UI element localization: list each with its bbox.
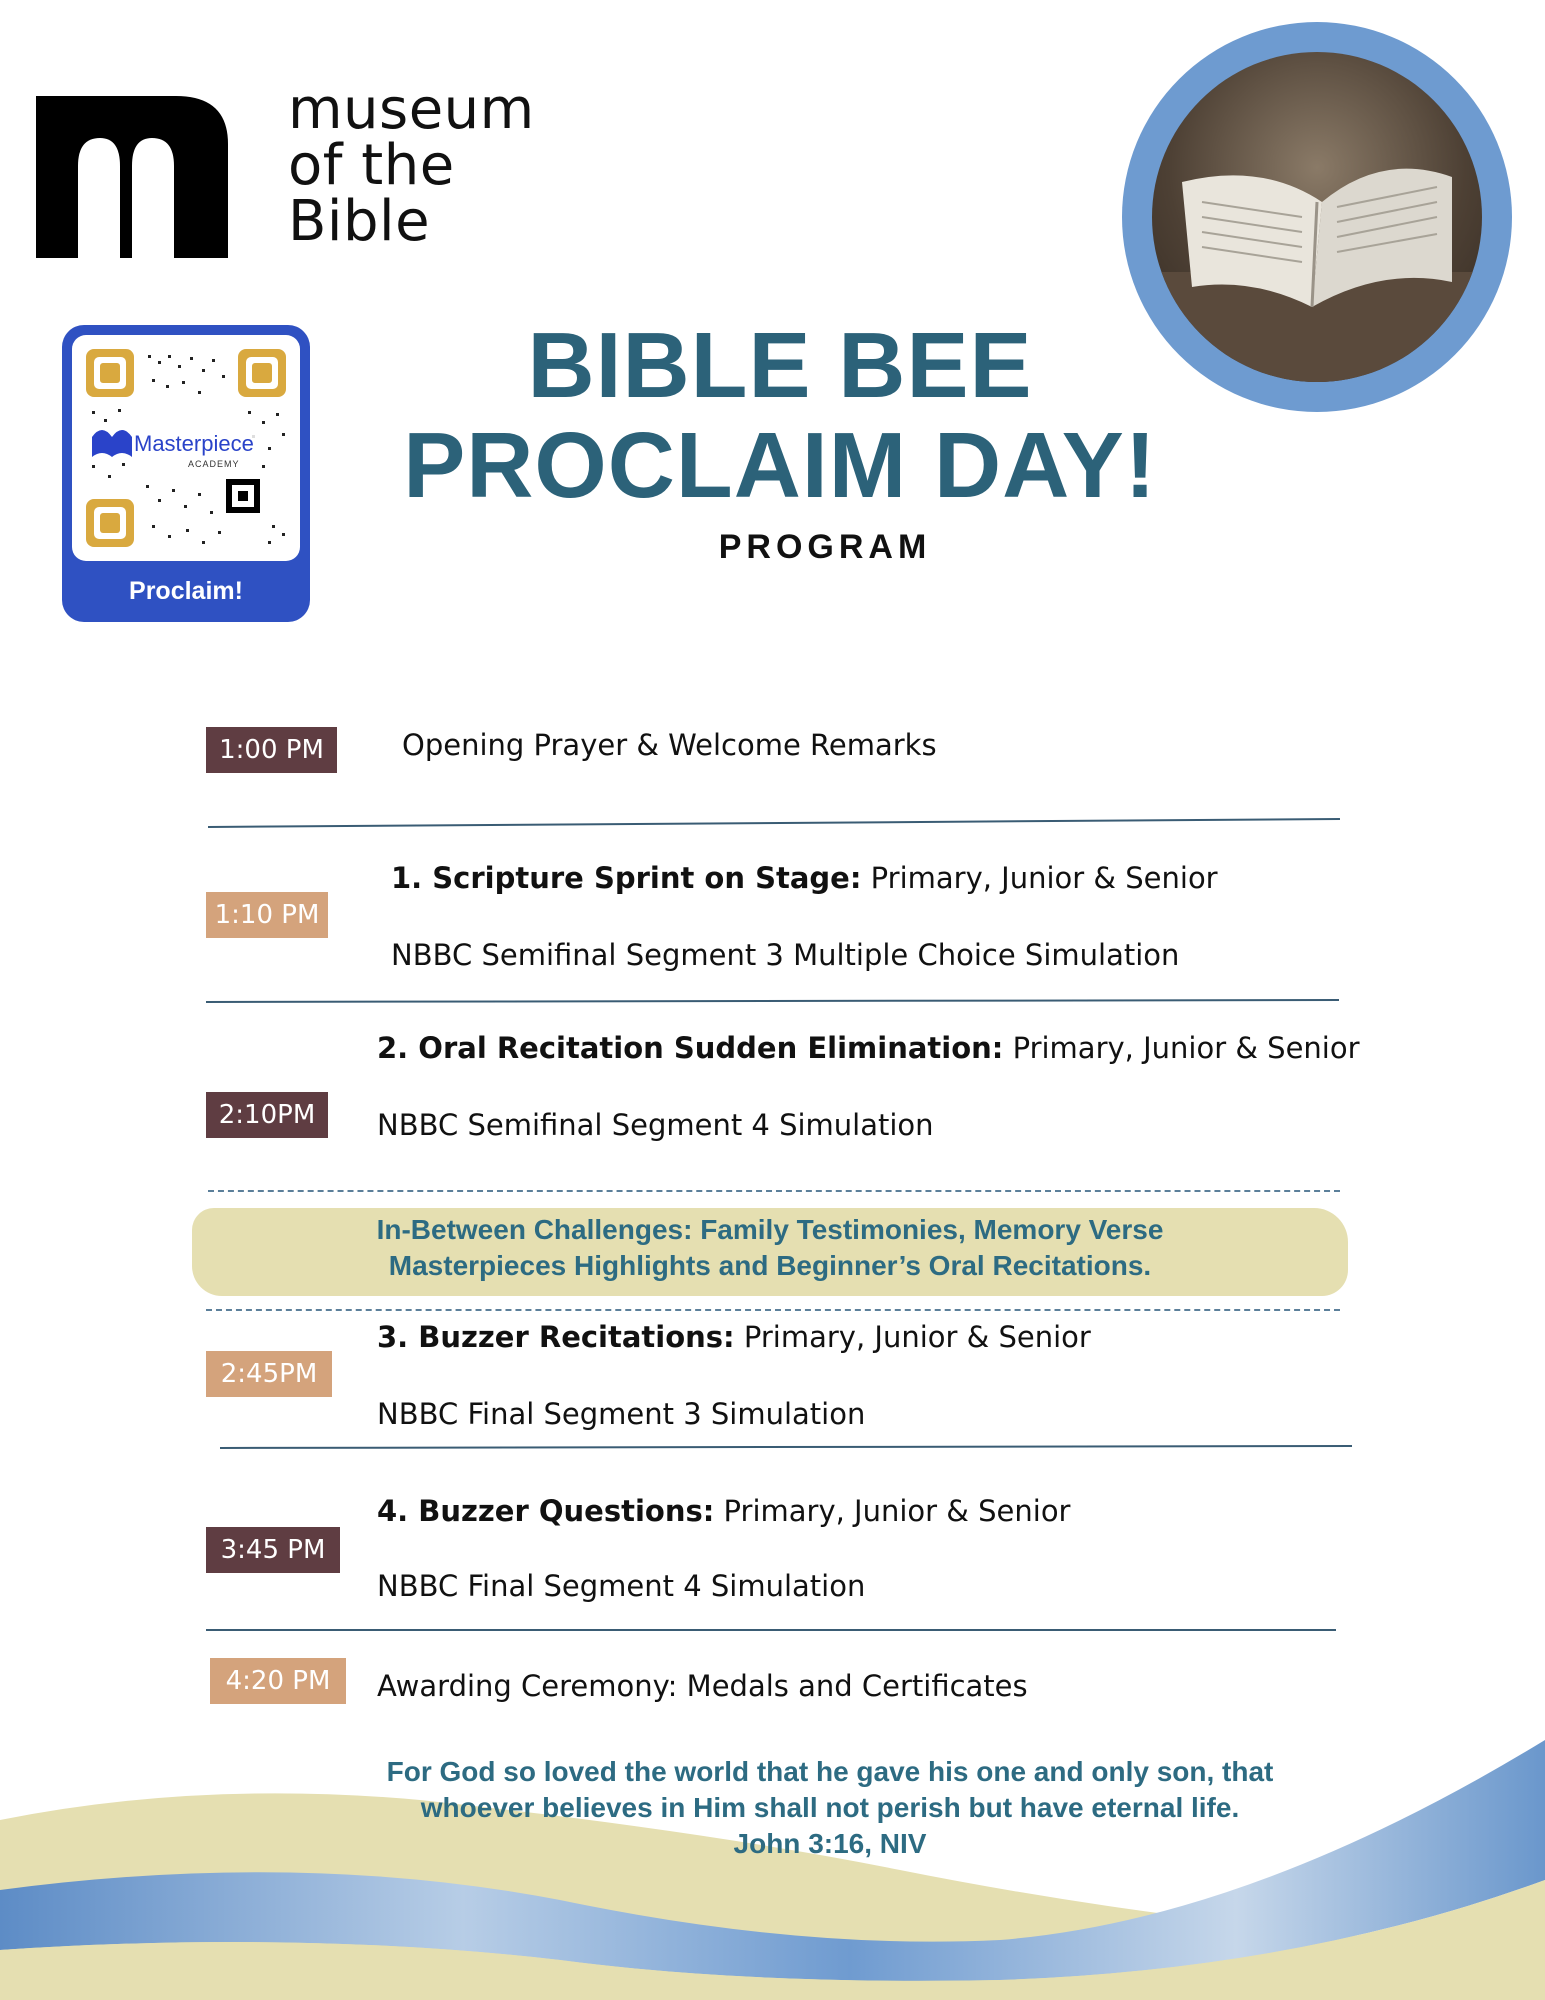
item-bold: 2. Oral Recitation Sudden Elimination:	[377, 1031, 1004, 1065]
qr-code[interactable]	[72, 335, 300, 561]
qr-sub-text: ACADEMY	[188, 459, 240, 469]
open-bible-icon	[1152, 52, 1482, 382]
challenges-text	[192, 1212, 1348, 1284]
qr-code-card[interactable]	[62, 325, 310, 622]
item-rest: Primary, Junior & Senior	[734, 1320, 1091, 1354]
time-badge: 1:00 PM	[206, 727, 337, 773]
item-bold: 1. Scripture Sprint on Stage:	[391, 861, 862, 895]
item-bold: 3. Buzzer Recitations:	[377, 1320, 735, 1354]
title-line-2: PROCLAIM DAY!	[403, 413, 1157, 517]
qr-label: Proclaim!	[129, 577, 243, 605]
item-rest: Primary, Junior & Senior	[1003, 1031, 1360, 1065]
schedule-item-title	[377, 1494, 1070, 1528]
divider	[220, 1445, 1352, 1449]
museum-logo-text	[288, 77, 535, 254]
divider-dashed	[206, 1309, 1340, 1311]
verse-line-2: whoever believes in Him shall not perish but have eternal life.	[420, 1792, 1240, 1823]
schedule-item-subtitle: NBBC Final Segment 3 Simulation	[377, 1397, 866, 1431]
time-badge: 3:45 PM	[206, 1527, 340, 1573]
schedule-item-title	[377, 1031, 1360, 1065]
schedule-item-subtitle: NBBC Semifinal Segment 3 Multiple Choice Simulation	[391, 938, 1180, 972]
divider	[206, 1629, 1336, 1631]
time-badge: 4:20 PM	[210, 1658, 346, 1704]
time-badge: 2:10PM	[206, 1092, 328, 1138]
museum-b-logo-icon	[36, 96, 228, 258]
title-line-1: BIBLE BEE	[527, 313, 1033, 417]
schedule-item: Opening Prayer & Welcome Remarks	[402, 728, 937, 762]
divider-dashed	[208, 1190, 1340, 1192]
challenges-line-2: Masterpieces Highlights and Beginner’s Oral Recitations.	[388, 1250, 1152, 1281]
divider	[208, 818, 1340, 828]
page-title	[330, 315, 1230, 515]
bible-verse	[330, 1754, 1330, 1862]
time-badge: 2:45PM	[206, 1351, 332, 1397]
logo-line-3: Bible	[288, 189, 431, 254]
schedule-item-subtitle: NBBC Final Segment 4 Simulation	[377, 1569, 866, 1603]
time-badge: 1:10 PM	[206, 892, 328, 938]
logo-line-1: museum	[288, 77, 535, 142]
qr-brand-text: Masterpiece	[134, 431, 254, 456]
item-rest: Primary, Junior & Senior	[714, 1494, 1071, 1528]
logo-line-2: of the	[288, 133, 455, 198]
schedule-item-title	[391, 861, 1218, 895]
challenges-line-1: In-Between Challenges: Family Testimonies, Memory Verse	[376, 1214, 1164, 1245]
schedule-item: Awarding Ceremony: Medals and Certificates	[377, 1669, 1028, 1703]
schedule-item-title	[377, 1320, 1091, 1354]
item-bold: 4. Buzzer Questions:	[377, 1494, 715, 1528]
verse-reference: John 3:16, NIV	[733, 1828, 927, 1859]
verse-line-1: For God so loved the world that he gave his one and only son, that	[386, 1756, 1274, 1787]
divider	[206, 999, 1339, 1003]
schedule-item-subtitle: NBBC Semifinal Segment 4 Simulation	[377, 1108, 934, 1142]
bible-photo-frame	[1122, 22, 1512, 412]
program-subtitle: PROGRAM	[718, 528, 932, 566]
item-rest: Primary, Junior & Senior	[861, 861, 1218, 895]
